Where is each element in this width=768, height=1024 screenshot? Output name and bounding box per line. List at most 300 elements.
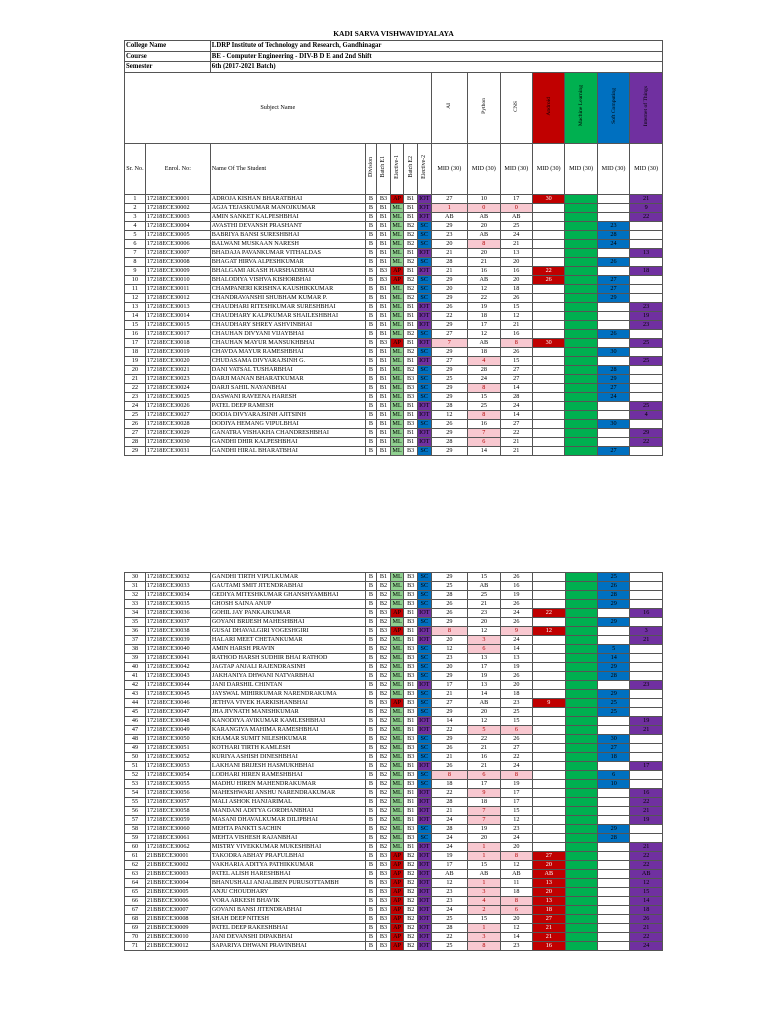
cell: IOT: [419, 428, 430, 436]
cell: 25: [630, 401, 663, 410]
table-row: [125, 807, 663, 816]
cell: 24: [431, 843, 468, 852]
table-row: [125, 221, 663, 230]
cell: AP: [390, 699, 404, 708]
cell: [532, 446, 564, 455]
cell: 22: [630, 852, 663, 861]
cell: 17: [500, 798, 532, 807]
cell: 41: [125, 672, 146, 681]
cell: B: [365, 600, 377, 609]
cell: 17218ECE30044: [145, 681, 210, 690]
cell: B1: [377, 365, 391, 374]
cell: KANODIYA AVIKUMAR KAMLESHBHAI: [210, 717, 365, 726]
cell: B2: [377, 807, 391, 816]
cell: ML: [390, 636, 404, 645]
cell: [565, 383, 597, 392]
cell: SC: [417, 239, 431, 248]
cell: SC: [417, 446, 431, 455]
cell: DARJI MANAN BHARATKUMAR: [210, 374, 365, 383]
cell: AP: [390, 852, 404, 861]
cell: 29: [431, 275, 468, 284]
cell: B: [365, 735, 377, 744]
cell: 26: [597, 329, 629, 338]
cell: [533, 744, 565, 753]
table-row: [125, 437, 663, 446]
cell: IOT: [419, 816, 430, 823]
subject-android: [532, 72, 564, 143]
cell: B: [365, 897, 377, 906]
cell: 19: [500, 663, 532, 672]
cell: B1: [377, 212, 391, 221]
cell: SC: [417, 347, 431, 356]
cell: ADROJA KISHAN BHARATBHAI: [210, 194, 365, 203]
cell: B1: [377, 347, 391, 356]
cell: B3: [377, 627, 391, 636]
cell: 11: [500, 879, 532, 888]
cell: 5: [597, 645, 629, 654]
cell: B: [365, 744, 377, 753]
cell: 20: [500, 275, 532, 284]
cell: B2: [377, 690, 391, 699]
cell: B3: [404, 735, 418, 744]
cell: 16: [468, 266, 500, 275]
cell: [630, 392, 663, 401]
cell: 18: [630, 266, 663, 275]
cell: 17218ECE30036: [145, 609, 210, 618]
cell: 9: [533, 699, 565, 708]
cell: SAPARIYA DHWANI PRAVINBHAI: [210, 942, 365, 951]
cell: [565, 636, 597, 645]
subject-ai: [431, 72, 468, 143]
cell: [597, 861, 629, 870]
cell: B2: [404, 915, 418, 924]
cell: 34: [125, 609, 146, 618]
cell: 24: [431, 834, 468, 843]
cell: 17218ECE30045: [145, 690, 210, 699]
cell: TAKODRA ABHAY PRAFULBHAI: [210, 852, 365, 861]
table-row: [125, 248, 663, 257]
cell: SC: [418, 654, 432, 663]
cell: B2: [404, 293, 418, 302]
table-row: [125, 275, 663, 284]
cell: [532, 293, 564, 302]
cell: B3: [377, 924, 391, 933]
cell: [597, 807, 629, 816]
cell: [565, 663, 597, 672]
cell: [532, 410, 564, 419]
cell: 23: [431, 897, 468, 906]
cell: 24: [431, 816, 468, 825]
cell: 44: [125, 699, 146, 708]
cell: 33: [125, 600, 146, 609]
cell: 31: [125, 582, 146, 591]
cell: 17218ECE30042: [145, 663, 210, 672]
cell: [565, 248, 597, 257]
cell: 21BBECE30002: [145, 861, 210, 870]
cell: 17218ECE30048: [145, 717, 210, 726]
cell: 57: [125, 816, 146, 825]
cell: [533, 780, 565, 789]
cell: 21: [630, 636, 663, 645]
cell: B: [365, 753, 377, 762]
cell: [565, 392, 597, 401]
cell: 16: [468, 753, 500, 762]
cell: 18: [468, 798, 500, 807]
cell: [565, 257, 597, 266]
cell: [630, 365, 663, 374]
cell: B1: [377, 374, 391, 383]
cell: B2: [404, 347, 418, 356]
cell: [630, 780, 663, 789]
cell: 14: [500, 645, 532, 654]
cell: B2: [377, 726, 391, 735]
cell: 17218ECE30040: [145, 645, 210, 654]
cell: 27: [431, 356, 468, 365]
cell: [533, 573, 565, 582]
col-division: [365, 143, 377, 194]
marks-table-page-2: [124, 572, 663, 951]
cell: 21: [500, 239, 532, 248]
cell: 17: [468, 663, 500, 672]
cell: SC: [417, 284, 431, 293]
cell: B1: [404, 401, 418, 410]
cell: B2: [377, 618, 391, 627]
cell: 17218ECE30035: [145, 600, 210, 609]
cell: SC: [417, 383, 431, 392]
cell: [565, 843, 597, 852]
table-row: [125, 428, 663, 437]
cell: AP: [390, 266, 404, 275]
cell: B3: [404, 618, 418, 627]
cell: [630, 374, 663, 383]
cell: 1: [125, 194, 146, 203]
cell: [565, 203, 597, 212]
cell: ML: [390, 329, 404, 338]
cell: 28: [468, 365, 500, 374]
cell: KURIYA ASHISH DINESHBHAI: [210, 753, 365, 762]
cell: AP: [390, 627, 404, 636]
cell: B: [365, 852, 377, 861]
cell: B3: [404, 771, 418, 780]
cell: [597, 870, 629, 879]
cell: ML: [390, 221, 404, 230]
cell: B: [365, 636, 377, 645]
cell: 6: [468, 771, 500, 780]
cell: B: [365, 798, 377, 807]
cell: [533, 807, 565, 816]
cell: [630, 383, 663, 392]
cell: IOT: [419, 248, 430, 256]
cell: JAGTAP ANJALI RAJENDRASINH: [210, 663, 365, 672]
cell: IOT: [419, 789, 430, 796]
cell: B3: [377, 266, 391, 275]
cell: [533, 591, 565, 600]
cell: [597, 924, 629, 933]
cell: 30: [125, 573, 146, 582]
cell: ML: [390, 825, 404, 834]
table-row: [125, 735, 663, 744]
cell: 29: [431, 446, 468, 455]
cell: 36: [125, 627, 146, 636]
cell: 29: [597, 374, 629, 383]
cell: SC: [418, 735, 432, 744]
cell: ML: [390, 383, 404, 392]
cell: B: [365, 329, 377, 338]
cell: B1: [404, 410, 418, 419]
cell: 16: [468, 419, 500, 428]
cell: 26: [125, 419, 146, 428]
cell: [597, 627, 629, 636]
cell: PATEL DEEP RAKESHBHAI: [210, 924, 365, 933]
cell: 14: [125, 311, 146, 320]
cell: 24: [431, 906, 468, 915]
cell: [565, 374, 597, 383]
cell: B3: [404, 825, 418, 834]
cell: AMIN HARSH PRAVIN: [210, 645, 365, 654]
cell: IOT: [419, 888, 430, 895]
cell: 26: [500, 573, 532, 582]
cell: 22: [431, 726, 468, 735]
cell: [533, 798, 565, 807]
cell: [597, 320, 629, 329]
cell: B1: [377, 320, 391, 329]
table-row: [125, 780, 663, 789]
cell: DODIA DIVYARAJSINH AJITSINH: [210, 410, 365, 419]
cell: [597, 401, 629, 410]
cell: IOT: [419, 798, 430, 805]
cell: B: [365, 942, 377, 951]
cell: PATEL ALISH HARESHBHAI: [210, 870, 365, 879]
cell: 4: [630, 410, 663, 419]
cell: ML: [390, 446, 404, 455]
cell: 7: [431, 338, 468, 347]
cell: ML: [390, 753, 404, 762]
cell: [565, 933, 597, 942]
cell: B2: [404, 924, 418, 933]
cell: 20: [500, 257, 532, 266]
table-row: [125, 338, 663, 347]
cell: 13: [533, 897, 565, 906]
cell: 45: [125, 708, 146, 717]
cell: B2: [377, 744, 391, 753]
cell: CHUDASAMA DIVYARAJSINH G.: [210, 356, 365, 365]
cell: 21: [500, 437, 532, 446]
cell: 28: [597, 591, 629, 600]
cell: 17218ECE30058: [145, 807, 210, 816]
cell: [630, 221, 663, 230]
cell: ML: [390, 672, 404, 681]
cell: BHALGAMI AKASH HARSHADBHAI: [210, 266, 365, 275]
cell: 39: [125, 654, 146, 663]
table-row: [125, 717, 663, 726]
cell: [533, 663, 565, 672]
table-row: [125, 239, 663, 248]
cell: 17218ECE30026: [145, 401, 210, 410]
cell: B: [365, 428, 377, 437]
cell: 27: [533, 915, 565, 924]
cell: 22: [532, 266, 564, 275]
cell: ML: [390, 392, 404, 401]
cell: 17218ECE30060: [145, 825, 210, 834]
cell: B2: [404, 879, 418, 888]
table-row: [125, 302, 663, 311]
cell: 22: [630, 437, 663, 446]
cell: BHAGAT HIRVA ALPESHKUMAR: [210, 257, 365, 266]
cell: 19: [468, 302, 500, 311]
cell: 1: [468, 879, 500, 888]
cell: B2: [404, 257, 418, 266]
cell: SC: [417, 329, 431, 338]
cell: 17218ECE30015: [145, 320, 210, 329]
cell: 25: [431, 582, 468, 591]
cell: [597, 437, 629, 446]
cell: 17218ECE30047: [145, 708, 210, 717]
cell: ML: [390, 816, 404, 825]
cell: ML: [390, 203, 404, 212]
cell: PATEL DEEP RAMESH: [210, 401, 365, 410]
cell: 42: [125, 681, 146, 690]
cell: 12: [431, 879, 468, 888]
cell: 6: [125, 239, 146, 248]
cell: 29: [431, 672, 468, 681]
cell: AB: [431, 870, 468, 879]
cell: [630, 735, 663, 744]
cell: ML: [390, 248, 404, 257]
cell: AB: [500, 212, 532, 221]
cell: [565, 573, 597, 582]
cell: B3: [404, 446, 418, 455]
cell: 19: [431, 852, 468, 861]
cell: [532, 212, 564, 221]
cell: 17218ECE30020: [145, 356, 210, 365]
cell: 23: [500, 699, 532, 708]
cell: [565, 293, 597, 302]
cell: B2: [377, 681, 391, 690]
cell: ML: [390, 347, 404, 356]
cell: 17: [431, 681, 468, 690]
cell: B: [365, 591, 377, 600]
cell: ML: [390, 690, 404, 699]
cell: [597, 203, 629, 212]
cell: 47: [125, 726, 146, 735]
cell: IOT: [419, 933, 430, 940]
cell: B1: [404, 311, 418, 320]
subject-header-row: [125, 72, 663, 143]
cell: IOT: [419, 636, 430, 643]
cell: [565, 627, 597, 636]
cell: B: [365, 410, 377, 419]
cell: 15: [500, 302, 532, 311]
cell: 22: [468, 735, 500, 744]
cell: B2: [377, 636, 391, 645]
cell: B: [365, 401, 377, 410]
cell: 12: [630, 879, 663, 888]
cell: 21BBECE30010: [145, 933, 210, 942]
cell: 28: [125, 437, 146, 446]
col-mid: MID (30): [532, 143, 564, 194]
cell: 29: [431, 221, 468, 230]
cell: B: [365, 870, 377, 879]
cell: ML: [390, 771, 404, 780]
cell: B2: [404, 284, 418, 293]
table-row: [125, 618, 663, 627]
cell: 22: [630, 933, 663, 942]
cell: B3: [377, 888, 391, 897]
cell: 27: [500, 419, 532, 428]
cell: [565, 401, 597, 410]
cell: B1: [377, 293, 391, 302]
cell: 28: [597, 672, 629, 681]
cell: 27: [597, 275, 629, 284]
cell: 26: [500, 293, 532, 302]
cell: 12: [468, 717, 500, 726]
cell: SC: [418, 708, 432, 717]
cell: SC: [418, 699, 432, 708]
cell: 27: [500, 744, 532, 753]
cell: B2: [404, 861, 418, 870]
cell: 29: [630, 428, 663, 437]
info-row: [125, 41, 663, 52]
table-row: [125, 329, 663, 338]
cell: B: [365, 924, 377, 933]
cell: 17218ECE30027: [145, 410, 210, 419]
cell: [533, 672, 565, 681]
cell: 61: [125, 852, 146, 861]
cell: 15: [468, 573, 500, 582]
cell: 1: [468, 852, 500, 861]
cell: 49: [125, 744, 146, 753]
cell: JANI DEVANSHI DIPAKBHAI: [210, 933, 365, 942]
cell: 17218ECE30052: [145, 753, 210, 762]
cell: [565, 428, 597, 437]
cell: 17218ECE30028: [145, 419, 210, 428]
cell: AP: [390, 933, 404, 942]
cell: 17218ECE30023: [145, 374, 210, 383]
cell: 21: [431, 753, 468, 762]
cell: SC: [418, 591, 432, 600]
cell: 21: [431, 690, 468, 699]
cell: 5: [468, 726, 500, 735]
cell: 24: [500, 834, 532, 843]
cell: [565, 681, 597, 690]
cell: [597, 852, 629, 861]
cell: 13: [533, 879, 565, 888]
cell: 22: [630, 212, 663, 221]
table-row: [125, 888, 663, 897]
cell: B2: [377, 654, 391, 663]
cell: 22: [630, 861, 663, 870]
cell: B: [365, 762, 377, 771]
cell: [533, 753, 565, 762]
cell: IOT: [419, 401, 430, 409]
cell: HALARI MEET CHETANKUMAR: [210, 636, 365, 645]
cell: 17: [431, 861, 468, 870]
cell: 27: [125, 428, 146, 437]
cell: 17218ECE30055: [145, 780, 210, 789]
cell: IOT: [419, 311, 430, 319]
cell: 20: [431, 239, 468, 248]
cell: [533, 834, 565, 843]
cell: MANDANI ADITYA GORDHANBHAI: [210, 807, 365, 816]
cell: IOT: [419, 861, 430, 868]
cell: 12: [468, 329, 500, 338]
cell: 28: [431, 798, 468, 807]
cell: 21: [468, 762, 500, 771]
cell: 22: [431, 789, 468, 798]
cell: B3: [377, 915, 391, 924]
cell: AB: [468, 212, 500, 221]
cell: 29: [431, 392, 468, 401]
